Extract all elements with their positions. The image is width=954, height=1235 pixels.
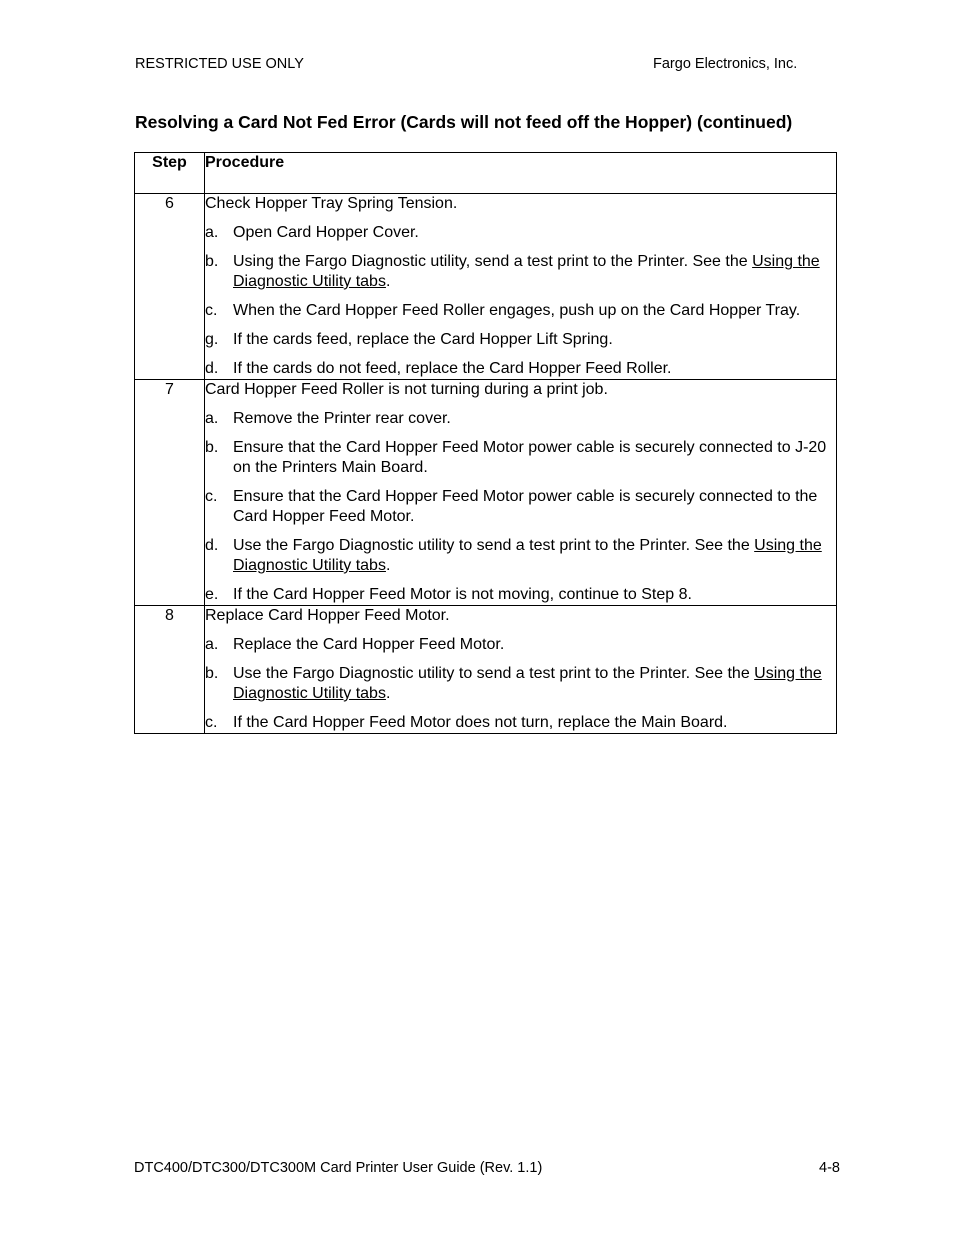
substep-text — [233, 301, 836, 321]
substep-suffix: . — [385, 557, 391, 574]
substep-text — [233, 252, 836, 292]
procedure-substep — [205, 252, 836, 292]
substep-text — [233, 409, 836, 429]
procedure-substep — [205, 438, 836, 478]
substep-letter: b. — [205, 439, 219, 456]
substep-letter: c. — [205, 302, 218, 319]
substep-letter: c. — [205, 488, 218, 505]
diagnostic-utility-link[interactable]: Using the Diagnostic Utility tabs — [233, 537, 822, 574]
procedure-substep — [205, 487, 836, 527]
procedure-intro: Replace Card Hopper Feed Motor. — [205, 607, 450, 624]
diagnostic-utility-link[interactable]: Using the Diagnostic Utility tabs — [233, 665, 822, 702]
substep-body: When the Card Hopper Feed Roller engages, push up on the Card Hopper Tray. — [233, 302, 801, 319]
substep-letter: a. — [205, 410, 219, 427]
substep-body: Open Card Hopper Cover. — [233, 224, 419, 241]
header-left-text: RESTRICTED USE ONLY — [135, 56, 304, 72]
substep-letter: e. — [205, 586, 219, 603]
substep-letter: c. — [205, 714, 218, 731]
substep-text — [233, 713, 836, 733]
procedure-column-header: Procedure — [205, 153, 837, 194]
table-header-row — [135, 153, 837, 194]
substep-letter: a. — [205, 636, 219, 653]
substep-body: If the cards do not feed, replace the Card Hopper Feed Roller. — [233, 360, 672, 377]
procedure-cell — [205, 194, 837, 380]
substep-suffix: . — [385, 685, 391, 702]
substep-text — [233, 536, 836, 576]
header-right-text: Fargo Electronics, Inc. — [653, 56, 798, 72]
procedure-substep — [205, 585, 836, 605]
procedure-substep — [205, 713, 836, 733]
procedure-table — [134, 152, 837, 734]
substep-body: If the Card Hopper Feed Motor is not moving, continue to Step 8. — [233, 586, 692, 603]
substep-body: Use the Fargo Diagnostic utility to send a test print to the Printer. See the — [233, 665, 755, 682]
substep-body: Remove the Printer rear cover. — [233, 410, 451, 427]
procedure-substep — [205, 536, 836, 576]
page-number: 4-8 — [819, 1160, 840, 1176]
substep-letter: b. — [205, 253, 219, 270]
substep-letter: b. — [205, 665, 219, 682]
substep-body: Using the Fargo Diagnostic utility, send a test print to the Printer. See the — [233, 253, 753, 270]
substep-text — [233, 223, 836, 243]
substep-letter: a. — [205, 224, 219, 241]
substep-body: Use the Fargo Diagnostic utility to send a test print to the Printer. See the — [233, 537, 755, 554]
step-number: 6 — [135, 194, 205, 380]
table-row — [135, 380, 837, 606]
substep-body: If the cards feed, replace the Card Hopper Lift Spring. — [233, 331, 613, 348]
substep-body: If the Card Hopper Feed Motor does not turn, replace the Main Board. — [233, 714, 728, 731]
substep-suffix: . — [385, 273, 391, 290]
procedure-substep — [205, 409, 836, 429]
procedure-substep — [205, 359, 836, 379]
procedure-substep — [205, 330, 836, 350]
procedure-substep — [205, 635, 836, 655]
substep-body: Ensure that the Card Hopper Feed Motor power cable is securely connected to J-20 on the Printers Main Board. — [233, 439, 827, 476]
substep-text — [233, 487, 836, 527]
page-title: Resolving a Card Not Fed Error (Cards will not feed off the Hopper) (continued) — [135, 112, 793, 132]
procedure-substep — [205, 664, 836, 704]
substep-body: Replace the Card Hopper Feed Motor. — [233, 636, 505, 653]
substep-text — [233, 359, 836, 379]
table-row — [135, 194, 837, 380]
substep-body: Ensure that the Card Hopper Feed Motor power cable is securely connected to the Card Hopper Feed Motor. — [233, 488, 818, 525]
diagnostic-utility-link[interactable]: Using the Diagnostic Utility tabs — [233, 253, 820, 290]
procedure-substep — [205, 223, 836, 243]
substep-letter: d. — [205, 537, 219, 554]
procedure-cell — [205, 606, 837, 734]
footer-left-text: DTC400/DTC300/DTC300M Card Printer User Guide (Rev. 1.1) — [134, 1160, 543, 1176]
step-column-header: Step — [135, 153, 205, 194]
substep-text — [233, 664, 836, 704]
substep-letter: d. — [205, 360, 219, 377]
procedure-intro: Card Hopper Feed Roller is not turning during a print job. — [205, 381, 608, 398]
substep-text — [233, 330, 836, 350]
substep-text — [233, 585, 836, 605]
table-row — [135, 606, 837, 734]
substep-text — [233, 635, 836, 655]
table-body — [135, 194, 837, 734]
substep-text — [233, 438, 836, 478]
procedure-substep — [205, 301, 836, 321]
step-number: 8 — [135, 606, 205, 734]
substep-letter: g. — [205, 331, 219, 348]
step-number: 7 — [135, 380, 205, 606]
procedure-intro: Check Hopper Tray Spring Tension. — [205, 195, 458, 212]
procedure-cell — [205, 380, 837, 606]
